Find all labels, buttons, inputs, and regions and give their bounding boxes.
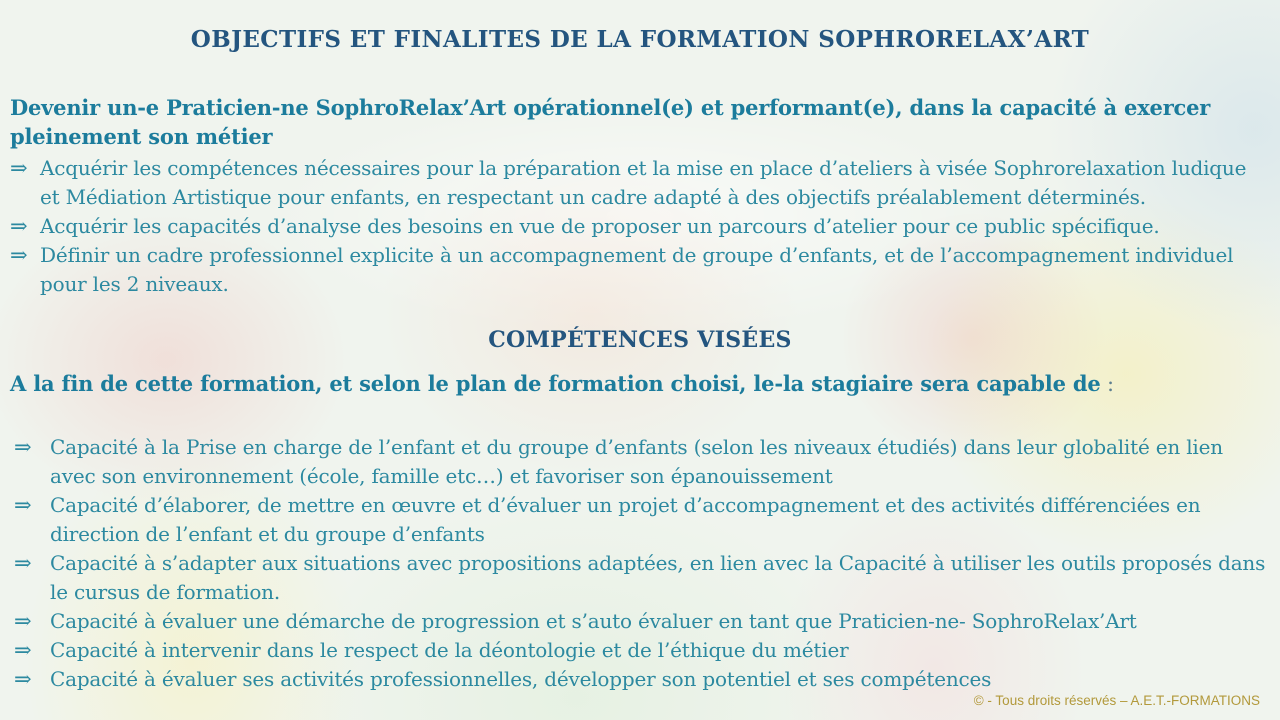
double-arrow-icon: ⇒: [10, 243, 28, 267]
copyright-notice: © - Tous droits réservés – A.E.T.-FORMATIONS: [973, 693, 1260, 708]
list-item-text: Capacité à la Prise en charge de l’enfant et du groupe d’enfants (selon les niveaux étudiés) dans leur globalité en lien avec son environnement (école, famille etc…) et favoriser son épanouissement: [50, 435, 1223, 488]
list-item: [0, 636, 1280, 665]
objectifs-list: [0, 154, 1280, 299]
list-item-text: Capacité à s’adapter aux situations avec propositions adaptées, en lien avec la Capacité à utiliser les outils proposés dans le cursus de formation.: [50, 551, 1266, 604]
double-arrow-icon: ⇒: [14, 435, 32, 459]
list-item: [0, 433, 1280, 491]
competences-list: [0, 433, 1280, 694]
page-title: OBJECTIFS ET FINALITES DE LA FORMATION SOPHRORELAX’ART: [190, 26, 1090, 53]
list-item-text: Capacité à évaluer une démarche de progression et s’auto évaluer en tant que Praticien-ne- SophroRelax’Art: [50, 609, 1137, 633]
list-item: [0, 607, 1280, 636]
list-item-text: Capacité à évaluer ses activités professionnelles, développer son potentiel et ses compétences: [50, 667, 992, 691]
list-item-text: Définir un cadre professionnel explicite à un accompagnement de groupe d’enfants, et de l’accompagnement individuel pour les 2 niveaux.: [40, 243, 1234, 296]
list-item: [0, 154, 1280, 212]
double-arrow-icon: ⇒: [10, 156, 28, 180]
competences-heading: COMPÉTENCES VISÉES: [488, 327, 792, 353]
double-arrow-icon: ⇒: [10, 214, 28, 238]
double-arrow-icon: ⇒: [14, 493, 32, 517]
double-arrow-icon: ⇒: [14, 638, 32, 662]
double-arrow-icon: ⇒: [14, 551, 32, 575]
list-item: [0, 491, 1280, 549]
competences-intro: [10, 369, 1268, 399]
double-arrow-icon: ⇒: [14, 667, 32, 691]
list-item-text: Capacité à intervenir dans le respect de la déontologie et de l’éthique du métier: [50, 638, 849, 662]
list-item: [0, 549, 1280, 607]
list-item: [0, 212, 1280, 241]
list-item-text: Acquérir les capacités d’analyse des besoins en vue de proposer un parcours d’atelier pour ce public spécifique.: [40, 214, 1160, 238]
list-item-text: Acquérir les compétences nécessaires pour la préparation et la mise en place d’ateliers à visée Sophrorelaxation ludique et Médiation Artistique pour enfants, en respectant un cadre adapté à des objectifs préalablement déterminés.: [40, 156, 1247, 209]
competences-intro-text: A la fin de cette formation, et selon le plan de formation choisi, le-la stagiaire sera capable de: [10, 371, 1101, 396]
list-item: [0, 665, 1280, 694]
list-item-text: Capacité d’élaborer, de mettre en œuvre et d’évaluer un projet d’accompagnement et des activités différenciées en direction de l’enfant et du groupe d’enfants: [50, 493, 1201, 546]
double-arrow-icon: ⇒: [14, 609, 32, 633]
objectifs-intro: Devenir un-e Praticien-ne SophroRelax’Art opérationnel(e) et performant(e), dans la capacité à exercer pleinement son métier: [10, 95, 1211, 149]
competences-intro-colon: :: [1100, 372, 1114, 396]
list-item: [0, 241, 1280, 299]
